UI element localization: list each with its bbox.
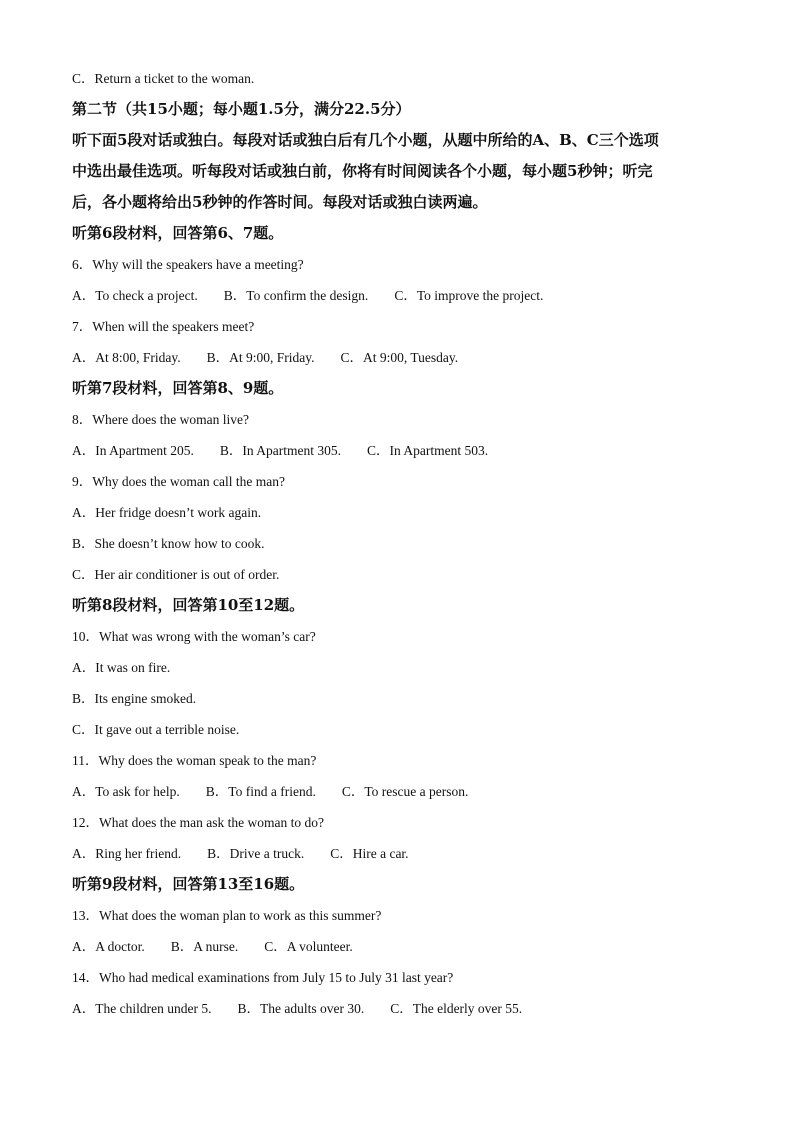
answer-options: [72, 280, 732, 311]
text-line: 7．When will the speakers meet?: [72, 319, 255, 334]
text-line: 10．What was wrong with the woman’s car?: [72, 629, 316, 644]
answer-options: [72, 931, 732, 962]
answer-options: [72, 776, 732, 807]
text-line: 9．Why does the woman call the man?: [72, 474, 285, 489]
answer-option: C．At 9:00, Tuesday.: [340, 350, 459, 365]
document-page: [72, 63, 732, 1024]
text-line: C．Her air conditioner is out of order.: [72, 567, 280, 582]
answer-option: B．A nurse.: [170, 939, 239, 954]
answer-option: C．In Apartment 503.: [366, 443, 489, 458]
answer-option: B．To confirm the design.: [223, 288, 369, 303]
answer-option: A．To check a project.: [72, 288, 198, 303]
text-line: 12．What does the man ask the woman to do?: [72, 815, 324, 830]
text-line: B．Its engine smoked.: [72, 691, 197, 706]
answer-options: [72, 435, 732, 466]
section-heading: 听下面5段对话或独白。每段对话或独白后有几个小题，从题中所给的A、B、C三个选项: [72, 131, 659, 149]
section-heading: 听第6段材料，回答第6、7题。: [72, 224, 284, 242]
section-heading: 听第7段材料，回答第8、9题。: [72, 379, 284, 397]
section-heading: 中选出最佳选项。听每段对话或独白前，你将有时间阅读各个小题，每小题5秒钟；听完: [72, 162, 653, 180]
answer-options: [72, 993, 732, 1024]
text-line: C．It gave out a terrible noise.: [72, 722, 240, 737]
text-line: A．It was on fire.: [72, 660, 171, 675]
answer-option: B．In Apartment 305.: [219, 443, 341, 458]
answer-option: B．At 9:00, Friday.: [206, 350, 315, 365]
answer-option: C．A volunteer.: [264, 939, 353, 954]
answer-options: [72, 342, 732, 373]
answer-option: C．To improve the project.: [394, 288, 544, 303]
section-heading: 听第8段材料，回答第10至12题。: [72, 596, 305, 614]
answer-option: A．At 8:00, Friday.: [72, 350, 181, 365]
text-line: A．Her fridge doesn’t work again.: [72, 505, 262, 520]
answer-option: A．A doctor.: [72, 939, 145, 954]
text-line: C．Return a ticket to the woman.: [72, 71, 255, 86]
answer-option: C．The elderly over 55.: [390, 1001, 523, 1016]
text-line: 14．Who had medical examinations from July 15 to July 31 last year?: [72, 970, 454, 985]
answer-option: A．Ring her friend.: [72, 846, 182, 861]
answer-option: B．The adults over 30.: [237, 1001, 365, 1016]
answer-option: B．To find a friend.: [205, 784, 316, 799]
answer-option: A．The children under 5.: [72, 1001, 212, 1016]
answer-option: A．To ask for help.: [72, 784, 180, 799]
answer-option: C．To rescue a person.: [341, 784, 469, 799]
answer-options: [72, 838, 732, 869]
text-line: 6．Why will the speakers have a meeting?: [72, 257, 304, 272]
answer-option: B．Drive a truck.: [207, 846, 305, 861]
section-heading: 听第9段材料，回答第13至16题。: [72, 875, 305, 893]
section-heading: 第二节（共15小题；每小题1.5分，满分22.5分）: [72, 100, 411, 118]
text-line: 8．Where does the woman live?: [72, 412, 249, 427]
text-line: 13．What does the woman plan to work as this summer?: [72, 908, 382, 923]
answer-option: A．In Apartment 205.: [72, 443, 194, 458]
answer-option: C．Hire a car.: [330, 846, 409, 861]
section-heading: 后，各小题将给出5秒钟的作答时间。每段对话或独白读两遍。: [72, 193, 488, 211]
text-line: B．She doesn’t know how to cook.: [72, 536, 265, 551]
text-line: 11．Why does the woman speak to the man?: [72, 753, 317, 768]
